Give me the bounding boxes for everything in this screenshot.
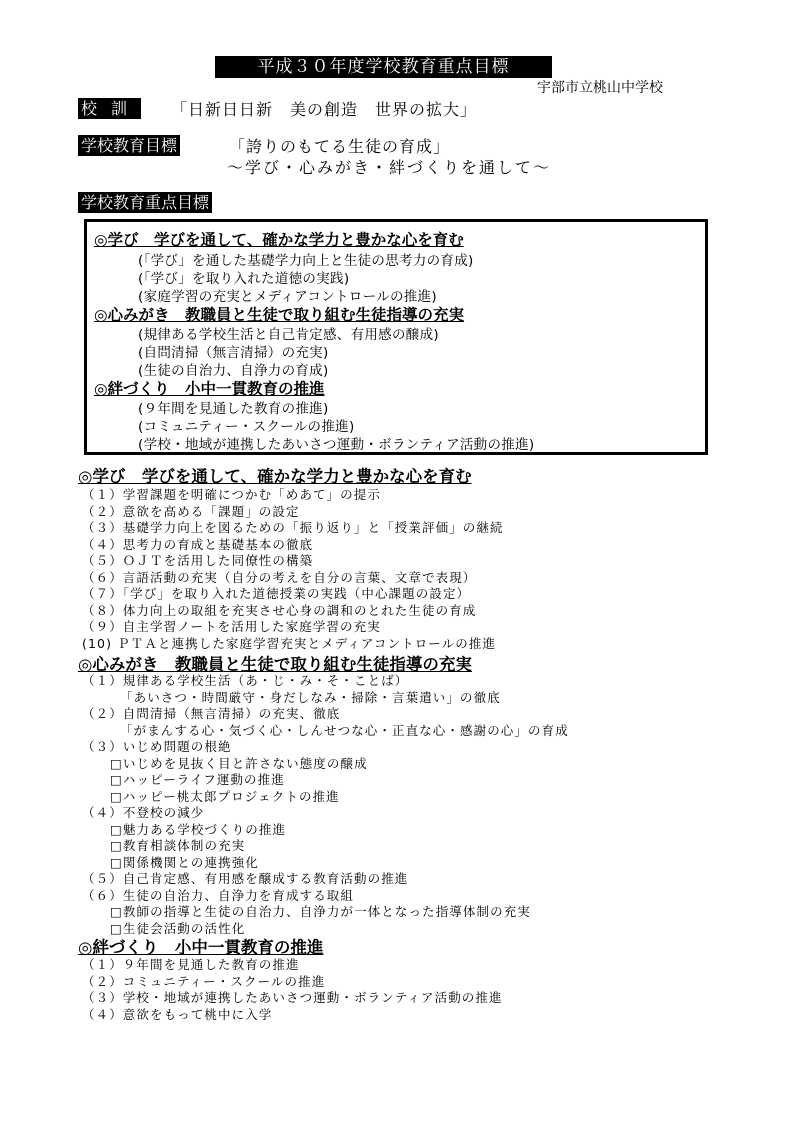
list-item: （１）規律ある学校生活（あ・じ・み・そ・ことば） (82, 673, 409, 688)
summary-item: (家庭学習の充実とメディアコントロールの推進) (138, 289, 437, 305)
checkbox-subitem: □関係機関との連携強化 (110, 854, 259, 870)
section-heading-kizuna: ◎絆づくり 小中一貫教育の推進 (78, 938, 324, 957)
education-goal-label: 学校教育目標 (78, 135, 180, 156)
section-heading-kokoro: ◎心みがき 教職員と生徒で取り組む生徒指導の充実 (78, 655, 472, 674)
summary-item: (規律ある学校生活と自己肯定感、有用感の醸成) (138, 327, 439, 343)
list-item: （５）ＯＪＴを活用した同僚性の構築 (82, 553, 314, 568)
summary-item: (「学び」を通した基礎学力向上と生徒の思考力の育成) (138, 253, 474, 269)
section-heading-manabi: ◎学び 学びを通して、確かな学力と豊かな心を育む (78, 467, 472, 486)
summary-item: (９年間を見通した教育の推進) (138, 401, 329, 417)
list-item: （６）言語活動の充実（自分の考えを自分の言葉、文章で表現） (82, 569, 477, 585)
list-item: （１）９年間を見通した教育の推進 (82, 957, 300, 972)
list-item: （４）思考力の育成と基礎基本の徹底 (82, 536, 314, 552)
list-item: （６）生徒の自治力、自浄力を育成する取組 (82, 887, 355, 903)
focus-summary-box (84, 219, 708, 455)
list-item: （７）「学び」を取り入れた道徳授業の実践（中心課題の設定） (82, 586, 471, 601)
checkbox-subitem: □魅力ある学校づくりの推進 (110, 821, 287, 837)
summary-item: (コミュニティー・スクールの推進) (138, 419, 355, 435)
motto-text: 「日新日日新 美の創造 世界の拡大」 (171, 100, 478, 119)
list-item: （２）意欲を高める「課題」の設定 (82, 503, 300, 519)
checkbox-subitem: □いじめを見抜く目と許さない態度の醸成 (110, 755, 368, 771)
summary-heading: ◎学び 学びを通して、確かな学力と豊かな心を育む (94, 231, 464, 249)
list-item: (10) ＰＴＡと連携した家庭学習充実とメディアコントロールの推進 (82, 635, 497, 651)
summary-item: (「学び」を取り入れた道徳の実践) (138, 271, 350, 287)
checkbox-subitem: □生徒会活動の活性化 (110, 920, 246, 936)
checkbox-subitem: □教育相談体制の充実 (110, 838, 246, 853)
education-goal-line2: ～学び・心みがき・絆づくりを通して～ (227, 158, 552, 177)
focus-goals-label: 学校教育重点目標 (78, 192, 212, 213)
list-item: （５）自己肯定感、有用感を醸成する教育活動の推進 (82, 871, 409, 886)
school-name: 宇部市立桃山中学校 (537, 80, 663, 96)
page-title: 平成３０年度学校教育重点目標 (215, 56, 552, 78)
list-item: （３）基礎学力向上を図るための「振り返り」と「授業評価」の継続 (82, 520, 504, 535)
education-goal-line1: 「誇りのもてる生徒の育成」 (229, 137, 451, 156)
summary-item: (学校・地域が連携したあいさつ運動・ボランティア活動の推進) (138, 437, 535, 453)
list-item: （２）コミュニティー・スクールの推進 (82, 973, 326, 989)
summary-item: (自問清掃（無言清掃）の充実) (138, 345, 329, 361)
checkbox-subitem: □ハッピー桃太郎プロジェクトの推進 (110, 788, 340, 804)
checkbox-subitem: □ハッピーライフ運動の推進 (110, 772, 285, 787)
list-item: （１）学習課題を明確につかむ「めあて」の提示 (82, 487, 381, 502)
list-subitem: 「がまんする心・気づく心・しんせつな心・正直な心・感謝の心」の育成 (120, 722, 569, 738)
list-item: （４）不登校の減少 (82, 805, 205, 820)
summary-item: (生徒の自治力、自浄力の育成) (138, 363, 329, 379)
motto-label: 校訓 (78, 98, 141, 119)
list-item: （８）体力向上の取組を充実させ心身の調和のとれた生徒の育成 (82, 602, 477, 618)
list-item: （３）学校・地域が連携したあいさつ運動・ボランティア活動の推進 (82, 990, 503, 1005)
list-item: （２）自問清掃（無言清掃）の充実、徹底 (82, 706, 341, 721)
list-item: （４）意欲をもって桃中に入学 (82, 1006, 273, 1022)
summary-heading: ◎絆づくり 小中一貫教育の推進 (94, 380, 325, 398)
summary-heading: ◎心みがき 教職員と生徒で取り組む生徒指導の充実 (94, 306, 465, 324)
checkbox-subitem: □教師の指導と生徒の自治力、自浄力が一体となった指導体制の充実 (110, 904, 531, 919)
list-item: （３）いじめ問題の根絶 (82, 739, 232, 754)
list-subitem: 「あいさつ・時間厳守・身だしなみ・掃除・言葉遣い」の徹底 (120, 690, 501, 705)
list-item: （９）自主学習ノートを活用した家庭学習の充実 (82, 619, 381, 634)
